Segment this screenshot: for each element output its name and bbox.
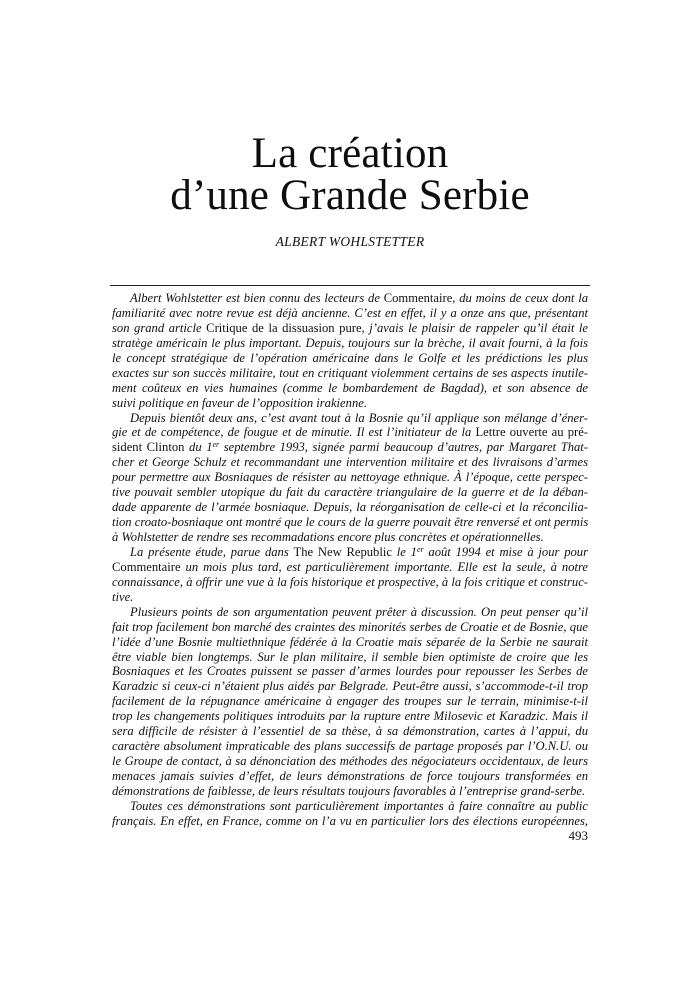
italic-text: l’idée d’une Bosnie multiethnique fédérée à la Croatie mais séparée de la Serbie ne saurait — [112, 634, 588, 649]
text-line — [112, 515, 588, 530]
text-line — [112, 396, 588, 411]
italic-text: , du moins de ceux dont la — [452, 291, 589, 305]
text-line — [112, 784, 588, 799]
superscript: er — [212, 440, 220, 450]
author-byline: ALBERT WOHLSTETTER — [275, 234, 425, 249]
italic-text: Toutes ces démonstrations sont particulièrement importantes à faire connaître au public — [130, 798, 588, 813]
text-line — [112, 366, 588, 381]
text-line — [112, 351, 588, 366]
text-line — [112, 470, 588, 485]
italic-text: le concept stratégique de l’opération américaine dans le Golfe et les prédictions les plus — [112, 350, 588, 365]
page-number: 493 — [568, 828, 588, 843]
italic-text: le 1 — [391, 544, 417, 559]
italic-text: caractère absolument impraticable des plans successifs de partage proposés par l’O.N.U. ou — [112, 739, 588, 754]
roman-text: The New Republic — [293, 544, 392, 559]
italic-text: stratège américain le plus important. Depuis, toujours sur la brèche, il avait fourni, à la fois — [112, 335, 588, 350]
italic-text: gie et de compétence, de fougue et de minutie. Il est l’initiateur de la — [112, 425, 476, 440]
text-line — [112, 724, 588, 739]
text-line — [112, 590, 588, 605]
italic-text: son grand article — [112, 320, 207, 335]
text-line — [112, 306, 588, 321]
italic-text: cher et George Schulz et recommandant une intervention militaire et des livraisons d’armes — [112, 455, 588, 470]
text-line — [112, 455, 588, 470]
text-line — [112, 739, 588, 754]
text-line — [112, 500, 588, 515]
horizontal-rule — [110, 285, 590, 286]
text-line — [112, 620, 588, 635]
italic-text: suivi politique en faveur de l’opposition irakienne. — [112, 395, 367, 410]
italic-text: familiarité avec notre revue est déjà ancienne. C’est en effet, il y a onze ans que, présentant — [112, 305, 588, 320]
italic-text: être viable bien longtemps. Sur le plan militaire, il semble bien optimiste de croire que les — [112, 649, 588, 664]
italic-text: Bosniaques et les Croates puissent se passer d’armes lourdes pour repousser les Serbes de — [112, 664, 588, 679]
text-line — [112, 679, 588, 694]
text-line — [112, 605, 588, 620]
superscript: er — [416, 544, 424, 554]
roman-text: sident Clinton — [112, 440, 185, 455]
text-line — [112, 814, 588, 829]
text-line — [112, 381, 588, 396]
italic-text: Karadzic si ceux-ci n’étaient plus aidés par Belgrade. Peut-être aussi, s’accommode-t-il trop — [112, 679, 588, 694]
italic-text: sera difficile de résister à l’essentiel de sa thèse, à sa démonstration, cartes à l’appui, du — [112, 724, 588, 739]
article-title-line-2: d’une Grande Serbie — [170, 172, 530, 219]
italic-text: dade apparente de l’armée bosniaque. Depuis, la réorganisation de celle-ci et la réconcilia- — [112, 500, 588, 515]
italic-text: Plusieurs points de son argumentation peuvent prêter à discussion. On peut penser qu’il — [130, 604, 588, 619]
roman-text: Lettre ouverte au pré- — [475, 425, 588, 440]
italic-text: La présente étude, parue dans — [130, 544, 294, 559]
italic-text: ment coûteux en vies humaines (comme le bombardement de Bagdad), et son absence de — [112, 380, 588, 395]
text-line — [112, 530, 588, 545]
italic-text: , j’avais le plaisir de rappeler qu’il était le — [361, 320, 589, 335]
text-line — [112, 485, 588, 500]
text-line — [112, 754, 588, 769]
editorial-introduction — [112, 291, 588, 829]
text-line — [112, 440, 588, 455]
text-line — [112, 336, 588, 351]
text-line — [112, 321, 588, 336]
italic-text: français. En effet, en France, comme on l’a vu en particulier lors des élections européennes, — [112, 813, 588, 828]
text-line — [112, 575, 588, 590]
roman-text: Critique de la dissuasion pure — [206, 320, 362, 335]
italic-text: fait trop facilement bon marché des craintes des minorités serbes de Croatie et de Bosnie, que — [112, 619, 588, 634]
italic-text: menaces jamais suivies d’effet, de leurs démonstrations de force toujours transformées en — [112, 769, 588, 783]
text-line — [112, 694, 588, 709]
text-line — [112, 560, 588, 575]
italic-text: exactes sur son succès militaire, tout en critiquant violemment certains de ses aspects inutile- — [112, 365, 588, 380]
text-line — [112, 650, 588, 665]
italic-text: Albert Wohlstetter est bien connu des lecteurs de — [130, 291, 384, 305]
italic-text: du 1 — [184, 440, 213, 455]
italic-text: connaissance, à offrir une vue à la fois historique et prospective, à la fois critique et construc- — [112, 574, 588, 589]
italic-text: tive. — [112, 589, 134, 604]
text-line — [112, 545, 588, 560]
italic-text: pour permettre aux Bosniaques de résister au nettoyage ethnique. À l’époque, cette perspec- — [112, 470, 588, 485]
text-line — [112, 411, 588, 426]
text-line — [112, 664, 588, 679]
italic-text: le Groupe de contact, à sa dénonciation des méthodes des négociateurs occidentaux, de leurs — [112, 754, 588, 769]
text-line — [112, 291, 588, 306]
italic-text: tive pouvait sembler utopique du fait du caractère triangulaire de la guerre et de la déban- — [112, 485, 588, 500]
italic-text: Depuis bientôt deux ans, c’est avant tout à la Bosnie qu’il applique son mélange d’éner- — [130, 410, 588, 425]
roman-text: Commentaire — [383, 291, 453, 305]
italic-text: démonstrations de faiblesse, de leurs résultats toujours favorables à l’entreprise grand-serbe. — [112, 783, 586, 798]
text-line — [112, 799, 588, 814]
italic-text: septembre 1993, signée parmi beaucoup d’autres, par Margaret That- — [219, 440, 588, 455]
italic-text: tion croato-bosniaque ont montré que le cours de la guerre pouvait être renversé et ont permis — [112, 515, 589, 530]
italic-text: facilement de la répugnance américaine à engager des troupes sur le terrain, minimise-t-il — [112, 694, 588, 709]
italic-text: août 1994 et mise à jour pour — [423, 544, 588, 559]
article-title-line-1: La création — [251, 130, 449, 177]
roman-text: Commentaire — [112, 559, 181, 574]
italic-text: un mois plus tard, est particulièrement importante. Elle est la seule, à notre — [180, 559, 588, 574]
text-line — [112, 635, 588, 650]
italic-text: trop les changements politiques introduits par la rupture entre Milosevic et Karadzic. Mais il — [112, 709, 588, 724]
text-line — [112, 709, 588, 724]
text-line — [112, 425, 588, 440]
text-line — [112, 769, 588, 784]
italic-text: à Wohlstetter de rendre ses recommadations encore plus concrètes et opérationnelles. — [112, 530, 544, 544]
